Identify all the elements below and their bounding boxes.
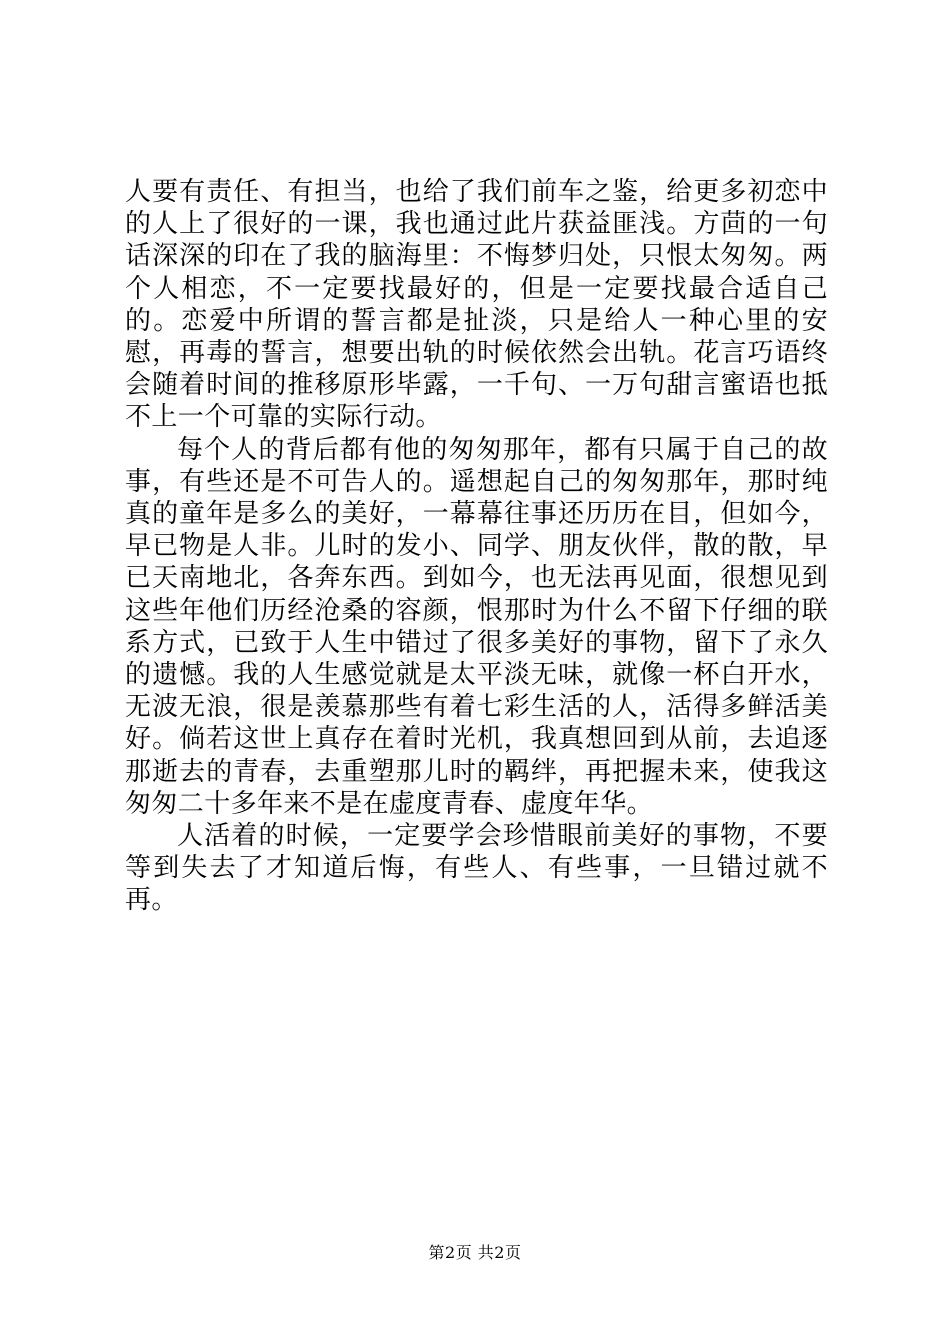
- document-body: [125, 176, 828, 917]
- paragraph-3: 人活着的时候，一定要学会珍惜眼前美好的事物，不要等到失去了才知道后悔，有些人、有些事，一旦错过就不再。: [125, 821, 828, 916]
- paragraph-2: 每个人的背后都有他的匆匆那年，都有只属于自己的故事，有些还是不可告人的。遥想起自己的匆匆那年，那时纯真的童年是多么的美好，一幕幕往事还历历在目，但如今，早已物是人非。儿时的发小、同学、朋友伙伴，散的散，早已天南地北，各奔东西。到如今，也无法再见面，很想见到这些年他们历经沧桑的容颜，恨那时为什么不留下仔细的联系方式，已致于人生中错过了很多美好的事物，留下了永久的遗憾。我的人生感觉就是太平淡无味，就像一杯白开水，无波无浪，很是羡慕那些有着七彩生活的人，活得多鲜活美好。倘若这世上真存在着时光机，我真想回到从前，去追逐那逝去的青春，去重塑那儿时的羁绊，再把握未来，使我这匆匆二十多年来不是在虚度青春、虚度年华。: [125, 434, 828, 819]
- paragraph-1: 人要有责任、有担当，也给了我们前车之鉴，给更多初恋中的人上了很好的一课，我也通过此片获益匪浅。方茴的一句话深深的印在了我的脑海里：不悔梦归处，只恨太匆匆。两个人相恋，不一定要找最好的，但是一定要找最合适自己的。恋爱中所谓的誓言都是扯淡，只是给人一种心里的安慰，再毒的誓言，想要出轨的时候依然会出轨。花言巧语终会随着时间的推移原形毕露，一千句、一万句甜言蜜语也抵不上一个可靠的实际行动。: [125, 177, 828, 433]
- page-number-footer: 第2页 共2页: [428, 1243, 522, 1262]
